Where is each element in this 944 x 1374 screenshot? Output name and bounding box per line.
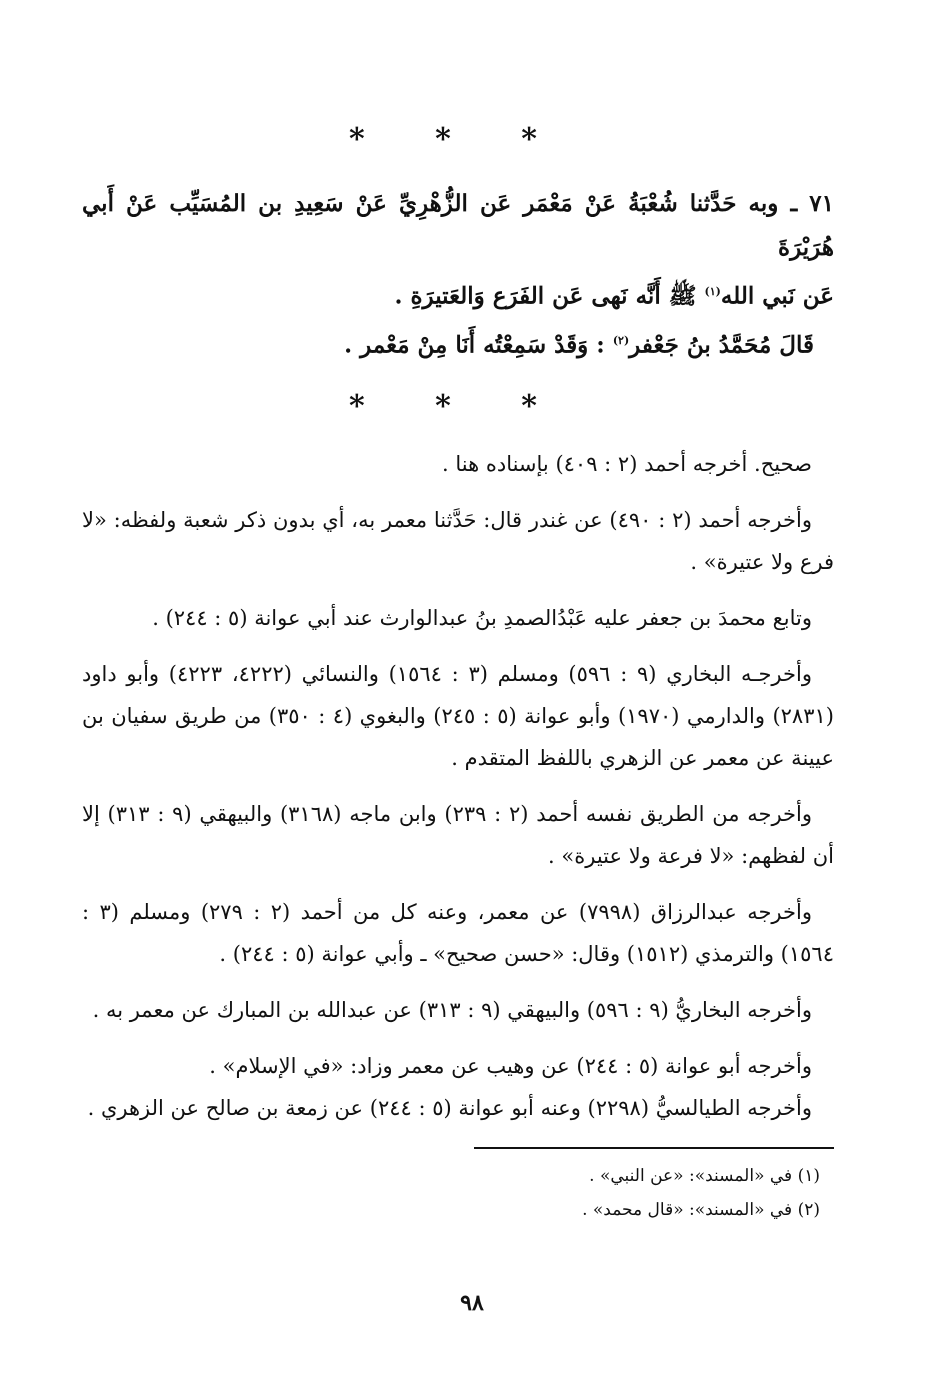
hadith-line-2-start: عَن نَبي الله (720, 282, 834, 310)
footnote-ref-1: (١) (704, 285, 721, 298)
paragraph: صحيح. أخرجه أحمد (٢ : ٤٠٩) بإسناده هنا . (442, 452, 812, 477)
page-number: ٩٨ (460, 1290, 484, 1316)
separator-top: * * * (349, 122, 567, 157)
hadith-line-3 (82, 319, 834, 368)
paragraph: وأخرجه الطيالسيُّ (٢٢٩٨) وعنه أبو عوانة (٥ : ٢٤٤) عن زمعة بن صالح عن الزهري . (87, 1096, 812, 1121)
footnote-1: (١) في «المسند»: «عن النبي» . (589, 1166, 820, 1187)
hadith-line-3-start: قَالَ مُحَمَّدُ بنُ جَعْفر (629, 331, 814, 359)
paragraph: وأخرجه من الطريق نفسه أحمد (٢ : ٢٣٩) وابن ماجه (٣١٦٨) والبيهقي (٩ : ٣١٣) إلا أن لفظهم: «لا فرعة ولا عتيرة» . (82, 802, 834, 869)
footnote-ref-2: (٢) (612, 333, 630, 347)
paragraph: وتابع محمدَ بن جعفر عليه عَبْدُالصمدِ بنُ عبدالوارث عند أبي عوانة (٥ : ٢٤٤) . (152, 606, 812, 631)
hadith-line-3-end: : وَقَدْ سَمِعْتُه أَنَا مِنْ مَعْمر . (344, 331, 605, 359)
page-content (82, 118, 834, 1328)
paragraph: وأخرجه عبدالرزاق (٧٩٩٨) عن معمر، وعنه كل من أحمد (٢ : ٢٧٩) ومسلم (٣ : ١٥٦٤) والترمذي (١٥١٢) وقال: «حسن صحيح» ـ وأبي عوانة (٥ : ٢٤٤) . (82, 900, 834, 967)
paragraph: وأخرجه أحمد (٢ : ٤٩٠) عن غندر قال: حَدَّثنا معمر به، أي بدون ذكر شعبة ولفظه: «لا فرع ولا عتيرة» . (82, 508, 834, 575)
footnote-2: (٢) في «المسند»: «قال محمد» . (582, 1200, 820, 1221)
paragraph: وأخرجه أبو عوانة (٥ : ٢٤٤) عن وهيب عن معمر وزاد: «في الإسلام» . (209, 1054, 812, 1079)
hadith-line-1: ٧١ ـ وبه حَدَّثنا شُعْبَةُ عَنْ مَعْمَر عَن الزُّهْرِيِّ عَنْ سَعِيدِ بن المُسَيِّب عَنْ أَبي هُرَيْرَةَ (82, 190, 834, 261)
commentary (82, 443, 834, 1129)
footnotes (82, 1159, 834, 1227)
footnote-divider (474, 1147, 834, 1149)
hadith-line-2 (82, 270, 834, 319)
hadith-line-2-end: ﷺ أَنَّه نَهى عَن الفَرَع وَالعَتيرَةِ . (394, 282, 697, 310)
separator-bottom: * * * (349, 389, 567, 425)
paragraph: وأخرجه البخاريُّ (٩ : ٥٩٦) والبيهقي (٩ : ٣١٣) عن عبدالله بن المبارك عن معمر به . (92, 998, 812, 1023)
paragraph: وأخرجـه البخاري (٩ : ٥٩٦) ومسلم (٣ : ١٥٦٤) والنسائي (٤٢٢٢، ٤٢٢٣) وأبو داود (٢٨٣١) والدارمي (١٩٧٠) وأبو عوانة (٥ : ٢٤٥) والبغوي (٤ : ٣٥٠) من طريق سفيان بن عيينة عن معمر عن الزهري باللفظ المتقدم . (82, 662, 834, 771)
hadith-text (82, 182, 834, 367)
